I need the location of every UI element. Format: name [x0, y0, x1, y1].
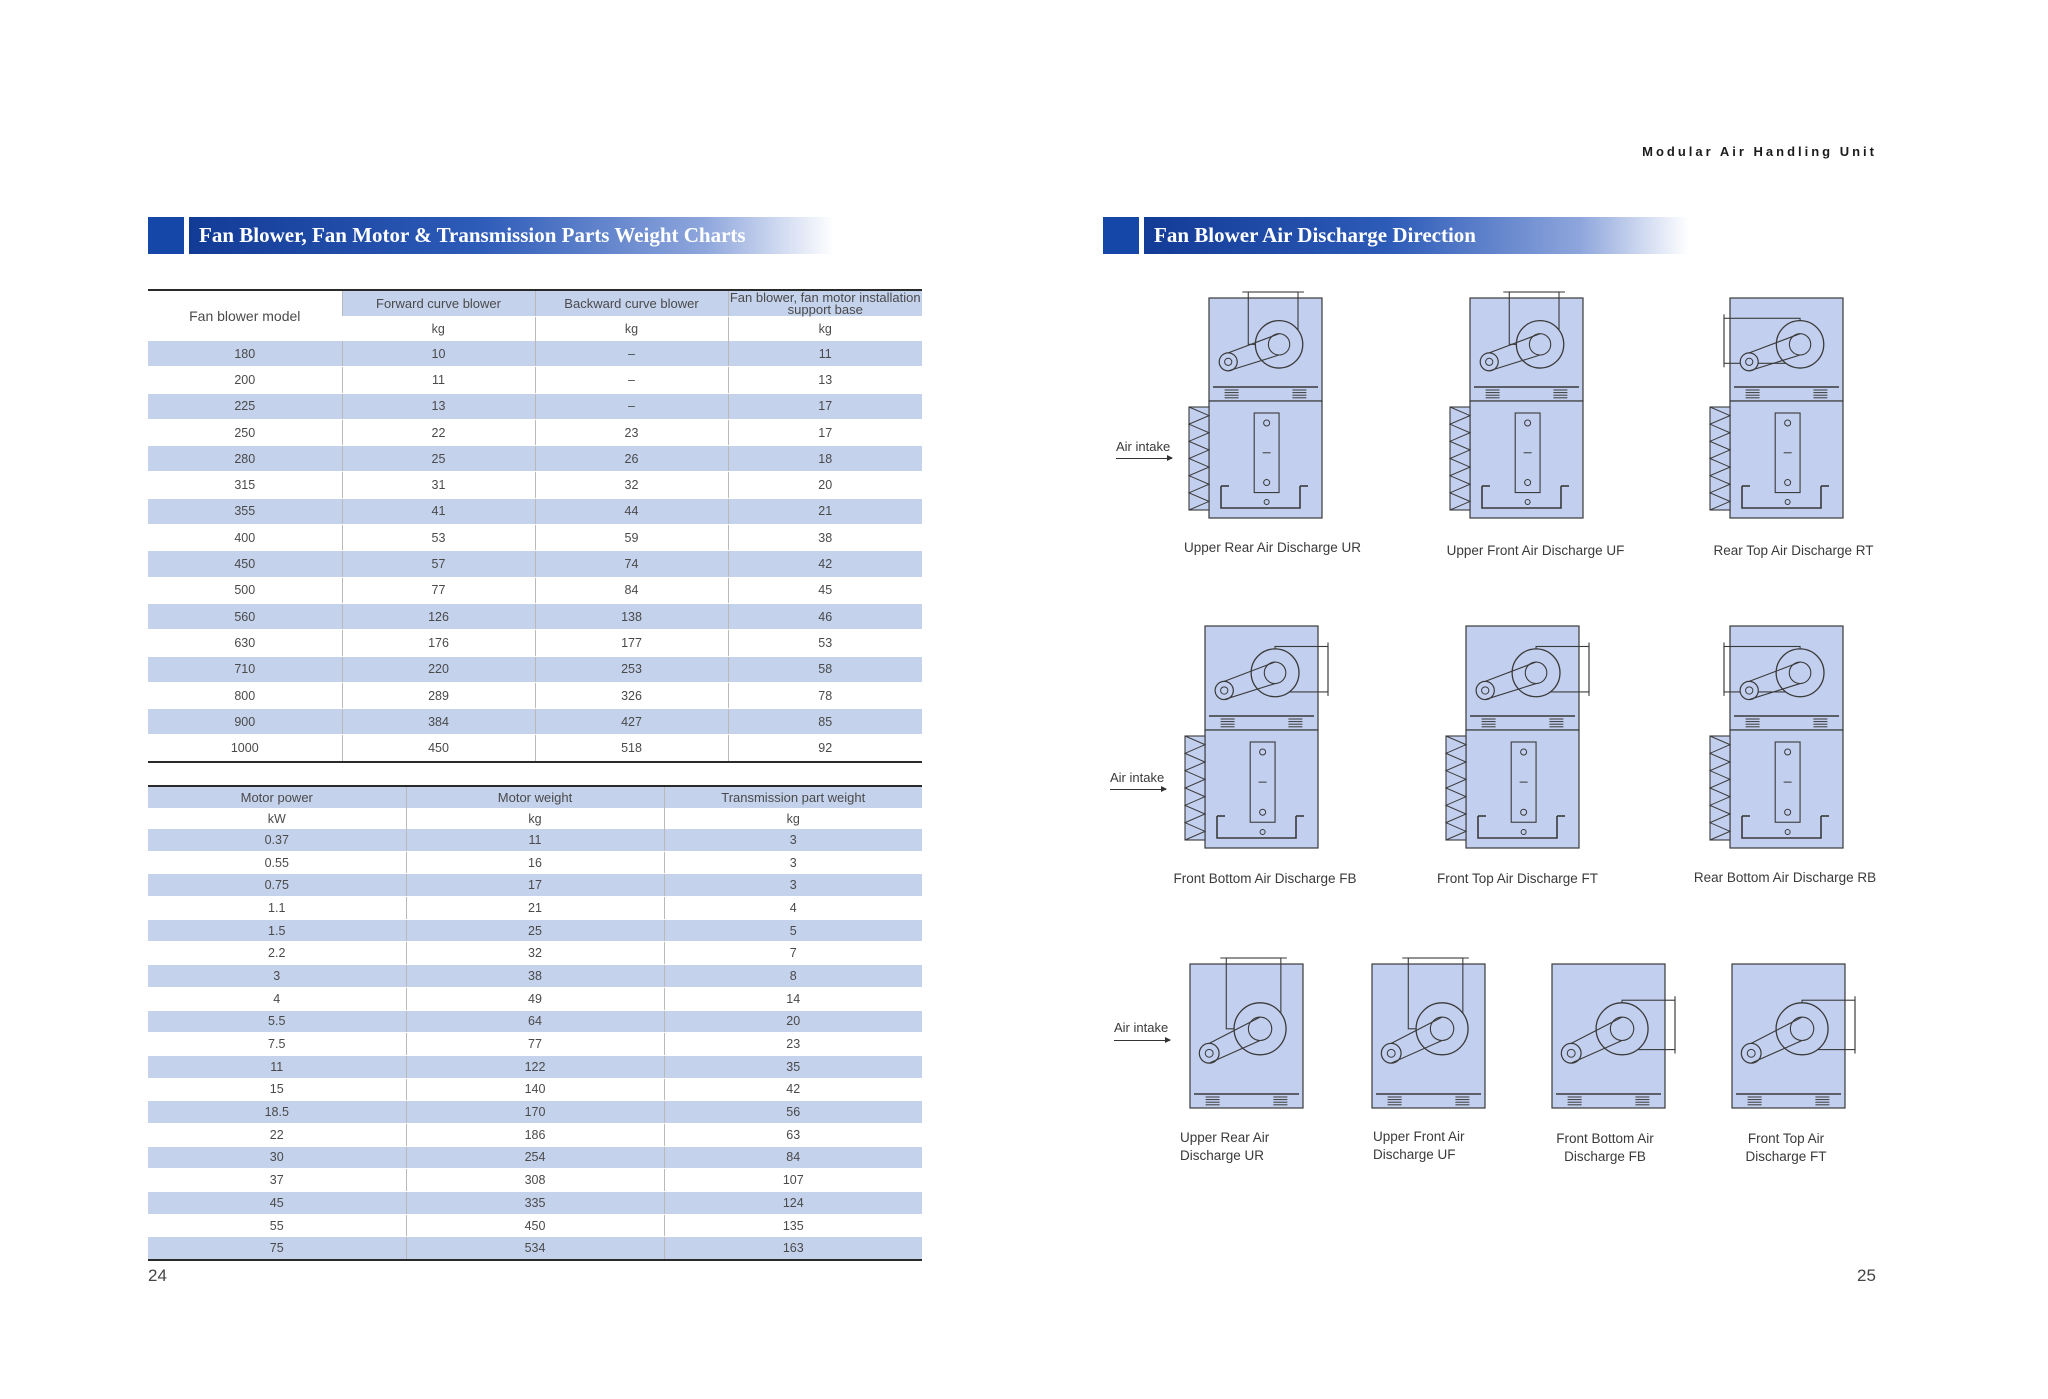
table-row: [148, 551, 922, 577]
table-row: [148, 393, 922, 419]
col-header: Backward curve blower: [535, 290, 728, 317]
diagram-rear-bottom-rb: [1705, 620, 1865, 856]
table-row: [148, 656, 922, 682]
table-cell: 30: [148, 1146, 406, 1169]
caption-rb: Rear Bottom Air Discharge RB: [1693, 870, 1877, 885]
table-cell: 225: [148, 393, 342, 419]
table-cell: 107: [664, 1169, 922, 1192]
table-cell: 32: [535, 472, 728, 498]
table-cell: 18.5: [148, 1101, 406, 1124]
table-cell: 22: [342, 419, 535, 445]
fan-section: [1190, 958, 1303, 1108]
table-cell: 450: [342, 735, 535, 762]
table-row: [148, 851, 922, 874]
table-row: [148, 446, 922, 472]
caption-small-ur: Upper Rear Air Discharge UR: [1180, 1130, 1270, 1163]
table-cell: 55: [148, 1214, 406, 1237]
table-cell: 3: [664, 874, 922, 897]
table-cell: 1000: [148, 735, 342, 762]
table-cell: 56: [664, 1101, 922, 1124]
table-cell: 308: [406, 1169, 664, 1192]
table-row: [148, 709, 922, 735]
col-header: Transmission part weight: [664, 786, 922, 808]
table-cell: 3: [664, 829, 922, 851]
table-row: [148, 942, 922, 965]
col-header: Motor weight: [406, 786, 664, 808]
air-intake-arrow: [1110, 789, 1166, 790]
table-cell: 45: [728, 577, 922, 603]
diagram-small-uf: [1362, 950, 1502, 1115]
table-cell: 138: [535, 603, 728, 629]
table-cell: 74: [535, 551, 728, 577]
table-cell: 0.75: [148, 874, 406, 897]
unit-header: kg: [664, 808, 922, 829]
table-row: [148, 874, 922, 897]
table-row: [148, 1169, 922, 1192]
page-number-left: 24: [148, 1266, 167, 1285]
page-number-right: 25: [1857, 1266, 1876, 1285]
table-cell: 335: [406, 1192, 664, 1215]
table-cell: 176: [342, 630, 535, 656]
table-cell: 15: [148, 1078, 406, 1101]
coil-section: [1446, 730, 1579, 848]
table-cell: 18: [728, 446, 922, 472]
table-cell: 4: [664, 897, 922, 920]
table-row: [148, 1123, 922, 1146]
table-cell: 25: [342, 446, 535, 472]
table-cell: 900: [148, 709, 342, 735]
table-row: [148, 630, 922, 656]
table-cell: 11: [148, 1055, 406, 1078]
table-row: [148, 577, 922, 603]
unit-header: kg: [431, 322, 445, 336]
col-header: Fan blower, fan motor installation support base: [729, 289, 921, 317]
table-cell: 77: [406, 1033, 664, 1056]
table-row: [148, 829, 922, 851]
diagram-upper-front-uf: [1446, 288, 1596, 524]
table-cell: 85: [728, 709, 922, 735]
table-cell: 41: [342, 498, 535, 524]
section-header-weight-charts: [148, 217, 834, 254]
fan-section: [1466, 626, 1589, 730]
table-cell: 170: [406, 1101, 664, 1124]
diagram-rear-top-rt: [1706, 288, 1856, 524]
table-cell: 32: [406, 942, 664, 965]
table-row: [148, 1033, 922, 1056]
table-cell: 326: [535, 682, 728, 708]
table-cell: 11: [728, 341, 922, 367]
table-row: [148, 525, 922, 551]
table-row: [148, 367, 922, 393]
table-cell: 64: [406, 1010, 664, 1033]
table-cell: 186: [406, 1123, 664, 1146]
coil-section: [1450, 401, 1583, 518]
table-cell: 75: [148, 1237, 406, 1260]
table-cell: 42: [728, 551, 922, 577]
table-cell: 5: [664, 919, 922, 942]
fan-section: [1372, 958, 1485, 1108]
fan-section: [1205, 626, 1328, 730]
table-cell: 280: [148, 446, 342, 472]
table-row: [148, 472, 922, 498]
table-cell: 2.2: [148, 942, 406, 965]
air-intake-label: Air intake: [1116, 439, 1171, 454]
table-cell: 5.5: [148, 1010, 406, 1033]
table-cell: 400: [148, 525, 342, 551]
table-cell: 124: [664, 1192, 922, 1215]
table-cell: 17: [728, 393, 922, 419]
table-row: [148, 682, 922, 708]
caption-small-uf: Upper Front Air Discharge UF: [1373, 1129, 1465, 1162]
table-cell: 42: [664, 1078, 922, 1101]
fan-section: [1470, 292, 1583, 401]
caption-small-ft: Front Top Air Discharge FT: [1745, 1131, 1827, 1164]
table-cell: 560: [148, 603, 342, 629]
table-cell: 20: [728, 472, 922, 498]
table-cell: 355: [148, 498, 342, 524]
header-block: [148, 217, 184, 254]
table-row: [148, 419, 922, 445]
table-cell: 10: [342, 341, 535, 367]
table-cell: 49: [406, 987, 664, 1010]
table-cell: 46: [728, 603, 922, 629]
table-cell: –: [535, 367, 728, 393]
table-cell: 35: [664, 1055, 922, 1078]
fan-section: [1724, 626, 1843, 730]
table-cell: 427: [535, 709, 728, 735]
table-cell: 450: [406, 1214, 664, 1237]
table-cell: 14: [664, 987, 922, 1010]
table-cell: 200: [148, 367, 342, 393]
table-cell: 78: [728, 682, 922, 708]
table-cell: 58: [728, 656, 922, 682]
table-cell: 17: [728, 419, 922, 445]
section-title: Fan Blower, Fan Motor & Transmission Parts Weight Charts: [189, 217, 834, 254]
section-title: Fan Blower Air Discharge Direction: [1144, 217, 1689, 254]
fan-section: [1209, 292, 1322, 401]
table-cell: 500: [148, 577, 342, 603]
table-cell: 3: [148, 965, 406, 988]
table-row: [148, 1101, 922, 1124]
col-header: Forward curve blower: [342, 290, 535, 317]
diagram-small-fb: [1542, 950, 1682, 1115]
header-block: [1103, 217, 1139, 254]
air-intake-label: Air intake: [1114, 1020, 1169, 1035]
table-cell: 122: [406, 1055, 664, 1078]
table-row: [148, 987, 922, 1010]
table-cell: 289: [342, 682, 535, 708]
unit-header: kg: [728, 317, 922, 342]
section-header-discharge-direction: [1103, 217, 1689, 254]
air-intake-arrow: [1116, 458, 1172, 459]
diagram-small-ft: [1722, 950, 1862, 1115]
table-row: [148, 965, 922, 988]
table-cell: 1.1: [148, 897, 406, 920]
table-cell: 710: [148, 656, 342, 682]
table-cell: –: [535, 393, 728, 419]
table-cell: 37: [148, 1169, 406, 1192]
table-cell: 177: [535, 630, 728, 656]
table-cell: 384: [342, 709, 535, 735]
table-cell: 45: [148, 1192, 406, 1215]
table-cell: 126: [342, 603, 535, 629]
table-cell: 53: [728, 630, 922, 656]
table-cell: 63: [664, 1123, 922, 1146]
table-cell: 0.37: [148, 829, 406, 851]
diagram-front-top-ft: [1442, 620, 1602, 856]
table-cell: 7: [664, 942, 922, 965]
table-row: [148, 897, 922, 920]
table-cell: 180: [148, 341, 342, 367]
table-cell: 21: [728, 498, 922, 524]
table-cell: 84: [535, 577, 728, 603]
table-cell: 22: [148, 1123, 406, 1146]
table-cell: 3: [664, 851, 922, 874]
table-cell: 0.55: [148, 851, 406, 874]
table-cell: 23: [535, 419, 728, 445]
table-cell: 26: [535, 446, 728, 472]
table-cell: 315: [148, 472, 342, 498]
table-cell: 254: [406, 1146, 664, 1169]
col-header: Motor power: [148, 786, 406, 808]
table-row: [148, 341, 922, 367]
table-cell: 53: [342, 525, 535, 551]
air-intake-label: Air intake: [1110, 770, 1165, 785]
table-row: [148, 1010, 922, 1033]
fan-section: [1732, 964, 1855, 1108]
table-row: [148, 1055, 922, 1078]
table-cell: 31: [342, 472, 535, 498]
table-cell: 25: [406, 919, 664, 942]
table-cell: 84: [664, 1146, 922, 1169]
table-cell: 16: [406, 851, 664, 874]
table-cell: 11: [406, 829, 664, 851]
table-row: [148, 1214, 922, 1237]
table-cell: 44: [535, 498, 728, 524]
table-cell: 450: [148, 551, 342, 577]
table-cell: 21: [406, 897, 664, 920]
caption-ur: Upper Rear Air Discharge UR: [1183, 540, 1362, 555]
table-cell: 250: [148, 419, 342, 445]
coil-section: [1710, 401, 1843, 518]
air-intake-arrow: [1114, 1040, 1170, 1041]
table-row: [148, 1078, 922, 1101]
table-cell: 11: [342, 367, 535, 393]
table-cell: 135: [664, 1214, 922, 1237]
caption-uf: Upper Front Air Discharge UF: [1446, 543, 1625, 558]
coil-section: [1185, 730, 1318, 848]
table-cell: 1.5: [148, 919, 406, 942]
diagram-front-bottom-fb: [1180, 620, 1340, 856]
table-cell: 38: [406, 965, 664, 988]
table-cell: 57: [342, 551, 535, 577]
caption-small-fb: Front Bottom Air Discharge FB: [1556, 1131, 1654, 1164]
table-cell: 92: [728, 735, 922, 762]
table-cell: 38: [728, 525, 922, 551]
table-row: [148, 919, 922, 942]
fan-blower-weight-table: [148, 289, 922, 763]
diagram-small-ur: [1180, 950, 1320, 1115]
caption-ft: Front Top Air Discharge FT: [1436, 871, 1599, 886]
table-cell: 534: [406, 1237, 664, 1260]
col-header-model: Fan blower model: [189, 308, 301, 324]
table-cell: 13: [728, 367, 922, 393]
unit-header: kg: [535, 317, 728, 342]
table-row: [148, 498, 922, 524]
table-cell: 630: [148, 630, 342, 656]
table-cell: 20: [664, 1010, 922, 1033]
table-cell: 77: [342, 577, 535, 603]
table-cell: 163: [664, 1237, 922, 1260]
table-cell: 23: [664, 1033, 922, 1056]
table-row: [148, 603, 922, 629]
table-cell: 518: [535, 735, 728, 762]
motor-weight-table: [148, 785, 922, 1261]
table-cell: 220: [342, 656, 535, 682]
table-row: [148, 735, 922, 762]
table-cell: –: [535, 341, 728, 367]
table-cell: 17: [406, 874, 664, 897]
table-cell: 7.5: [148, 1033, 406, 1056]
table-cell: 140: [406, 1078, 664, 1101]
fan-section: [1552, 964, 1675, 1108]
caption-rt: Rear Top Air Discharge RT: [1713, 543, 1874, 558]
table-row: [148, 1146, 922, 1169]
caption-fb: Front Bottom Air Discharge FB: [1173, 871, 1357, 886]
running-head: Modular Air Handling Unit: [1642, 144, 1877, 159]
table-cell: 59: [535, 525, 728, 551]
coil-section: [1189, 401, 1322, 518]
diagram-upper-rear-ur: [1185, 288, 1335, 524]
unit-header: kW: [148, 808, 406, 829]
coil-section: [1710, 730, 1843, 848]
table-cell: 800: [148, 682, 342, 708]
unit-header: kg: [406, 808, 664, 829]
table-cell: 13: [342, 393, 535, 419]
table-cell: 8: [664, 965, 922, 988]
table-cell: 253: [535, 656, 728, 682]
fan-section: [1724, 298, 1843, 401]
table-row: [148, 1237, 922, 1260]
table-cell: 4: [148, 987, 406, 1010]
table-row: [148, 1192, 922, 1215]
